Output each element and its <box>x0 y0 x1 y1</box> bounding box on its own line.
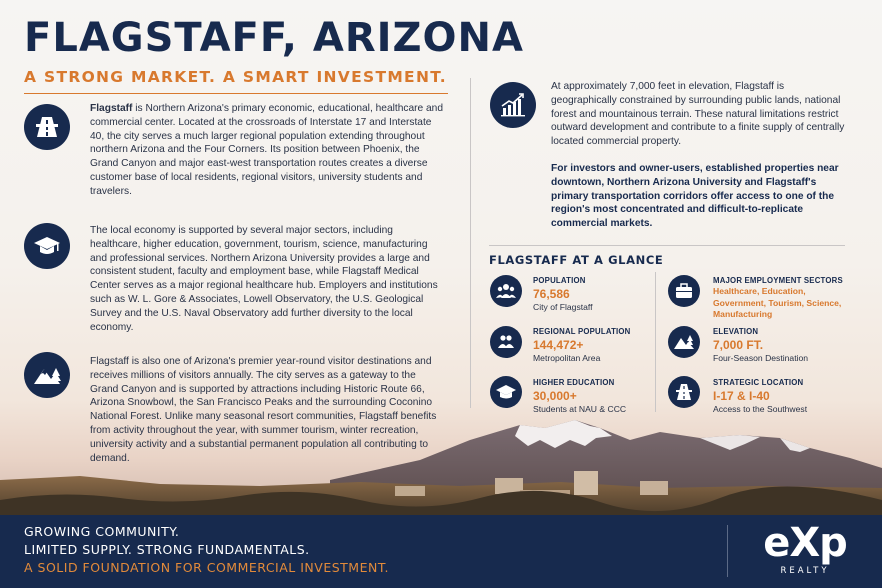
footer-line-2: LIMITED SUPPLY. STRONG FUNDAMENTALS. <box>24 542 310 557</box>
title-underline <box>24 93 448 94</box>
glance-label: ELEVATION <box>713 327 759 336</box>
glance-value: 30,000+ <box>533 389 577 403</box>
exp-realty-logo <box>750 521 860 583</box>
column-divider <box>470 78 471 408</box>
investor-paragraph: For investors and owner-users, established properties near downtown, Northern Arizona University and Flagstaff's primary transportation corridors offer access to one of the region's most concentrated and difficult-to-replicate commercial markets. <box>551 163 839 230</box>
glance-sub: Four-Season Destination <box>713 353 809 363</box>
glance-value: 144,472+ <box>533 338 584 352</box>
intro-paragraph <box>90 102 446 199</box>
intro-lead: Flagstaff <box>90 103 133 114</box>
glance-value: I-17 & I-40 <box>713 389 770 403</box>
logo-subtext: REALTY <box>780 566 830 576</box>
glance-value: 7,000 FT. <box>713 338 764 352</box>
glance-label: HIGHER EDUCATION <box>533 378 615 387</box>
graduation-cap-icon <box>24 223 70 269</box>
intro-rest: is Northern Arizona's primary economic, educational, healthcare and commercial center. Located at the crossroads of Interstate 17 and Interstate 40, the city serves a much larger regional population extending throughout northern Arizona and the Four Corners. Its position between Phoenix, the Grand Canyon and major east-west transportation routes creates a diverse customer base of local residents, regional visitors, university students and travelers. <box>90 103 444 197</box>
page-title: FLAGSTAFF, ARIZONA <box>24 15 524 61</box>
footer-line-3: A SOLID FOUNDATION FOR COMMERCIAL INVESTMENT. <box>24 560 389 575</box>
glance-column-divider <box>655 272 656 412</box>
tourism-paragraph: Flagstaff is also one of Arizona's premier year-round visitor destinations and receives millions of visitors annually. The city serves as a gateway to the Grand Canyon and is supported by attractions including Historic Route 66, Arizona Snowbowl, the San Francisco Peaks and the surrounding Coconino National Forest. Unlike many seasonal resort communities, Flagstaff benefits from activity throughout the year, with summer tourism, winter recreation, university activity and a substantial permanent population all contributing to demand. <box>90 356 437 464</box>
glance-label: MAJOR EMPLOYMENT SECTORS <box>713 276 843 285</box>
people-icon <box>490 275 522 307</box>
glance-label: POPULATION <box>533 276 586 285</box>
glance-regional-population <box>533 327 653 364</box>
glance-value: 76,586 <box>533 287 570 301</box>
highway-icon <box>24 104 70 150</box>
glance-sub: Metropolitan Area <box>533 353 601 363</box>
glance-elevation <box>713 327 848 364</box>
elevation-paragraph: At approximately 7,000 feet in elevation, Flagstaff is geographically constrained by surrounding public lands, national forest and mountainous terrain. These natural limitations restrict outward development and contribute to a finite supply of centrally located commercial property. <box>551 81 845 148</box>
glance-higher-education <box>533 378 653 415</box>
glance-divider <box>489 245 845 246</box>
glance-label: REGIONAL POPULATION <box>533 327 631 336</box>
group-icon <box>490 326 522 358</box>
footer-line-1: GROWING COMMUNITY. <box>24 524 180 539</box>
glance-value: Healthcare, Education, Government, Tourism, Science, Manufacturing <box>713 286 842 319</box>
mountain-icon <box>668 326 700 358</box>
tagline: A STRONG MARKET. A SMART INVESTMENT. <box>24 68 447 86</box>
glance-employment-sectors <box>713 276 848 321</box>
economy-paragraph: The local economy is supported by several major sectors, including healthcare, higher education, government, tourism, science, manufacturing and professional services. Northern Arizona University provides a large and consistent student, faculty and employment base, while Flagstaff Medical Center serves as a major regional healthcare hub. Employers and institutions such as W. L. Gore & Associates, Lowell Observatory, the U.S. Geological Survey and the U.S. Naval Observatory add further diversity to the local economy. <box>90 225 438 333</box>
graduation-cap-icon <box>490 376 522 408</box>
glance-strategic-location <box>713 378 848 415</box>
footer-banner <box>0 515 882 588</box>
logo-wordmark: eXp <box>763 520 847 566</box>
highway-icon <box>668 376 700 408</box>
glance-sub: Students at NAU & CCC <box>533 404 627 414</box>
glance-sub: City of Flagstaff <box>533 302 593 312</box>
growth-chart-icon <box>490 82 536 128</box>
briefcase-icon <box>668 275 700 307</box>
glance-sub: Access to the Southwest <box>713 404 808 414</box>
glance-population <box>533 276 653 313</box>
glance-heading: FLAGSTAFF AT A GLANCE <box>489 253 664 267</box>
glance-label: STRATEGIC LOCATION <box>713 378 804 387</box>
footer-divider <box>727 525 728 577</box>
mountain-tree-icon <box>24 352 70 398</box>
